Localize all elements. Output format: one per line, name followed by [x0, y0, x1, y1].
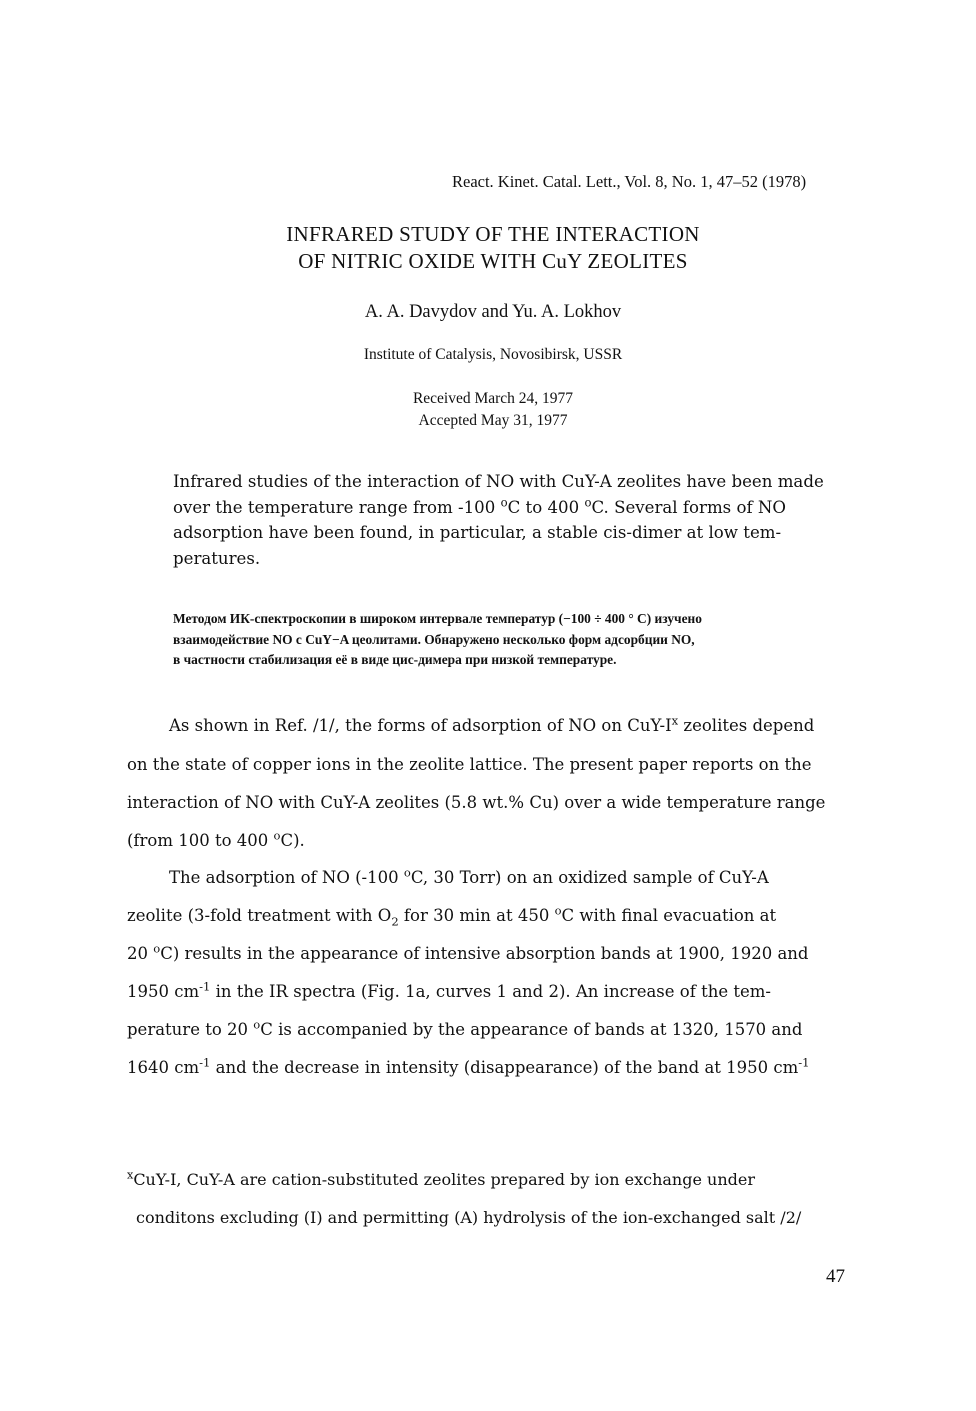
body-line: 20 $^o$C) results in the appearance of intensive absorption bands at 1900, 1920 and [127, 941, 809, 963]
abstract-english [173, 469, 863, 571]
dates [0, 388, 976, 432]
body-line: interaction of NO with CuY-A zeolites (5.8 wt.% Cu) over a wide temperature range [127, 793, 826, 812]
title-line-2: OF NITRIC OXIDE WITH CuY ZEOLITES [298, 249, 688, 273]
title-line-1: INFRARED STUDY OF THE INTERACTION [286, 222, 700, 246]
article-title [0, 221, 976, 275]
footnote-line: $^x$CuY-I, CuY-A are cation-substituted zeolites prepared by ion exchange under [127, 1168, 755, 1189]
body-line: (from 100 to 400 $^o$C). [127, 828, 305, 850]
body-line: on the state of copper ions in the zeolite lattice. The present paper reports on the [127, 755, 812, 774]
abstract-line: over the temperature range from -100 $^o$C to 400 $^o$C. Several forms of NO [173, 494, 787, 517]
body-line: 1640 $cm^{-1}$ and the decrease in intensity (disappearance) of the band at 1950 $cm^{-1}$ [127, 1055, 810, 1077]
abstract-ru-line: Методом ИК-спектроскопии в широком интервале температур (−100 ÷ 400 ° С) изучено [173, 611, 702, 626]
abstract-ru-line: взаимодействие NO с CuY−A цеолитами. Обнаружено несколько форм адсорбции NO, [173, 631, 695, 647]
footnote-marker: x [127, 1168, 134, 1182]
authors: A. A. Davydov and Yu. A. Lokhov [364, 302, 622, 322]
institute: Institute of Catalysis, Novosibirsk, USSR [363, 346, 623, 363]
abstract-line: Infrared studies of the interaction of NO with CuY-A zeolites have been made [173, 472, 824, 491]
footnote-line: conditons excluding (I) and permitting (A) hydrolysis of the ion-exchanged salt /2/ [136, 1208, 802, 1227]
journal-reference: React. Kinet. Catal. Lett., Vol. 8, No. 1, 47–52 (1978) [452, 172, 807, 191]
abstract-line: adsorption have been found, in particular, a stable cis-dimer at low tem- [173, 523, 782, 542]
body-line: zeolite (3-fold treatment with $O_2$ for 30 min at 450 $^o$C with final evacuation at [127, 903, 777, 929]
body-line: perature to 20 $^o$C is accompanied by the appearance of bands at 1320, 1570 and [127, 1017, 803, 1039]
body-line: As shown in Ref. /1/, the forms of adsorption of NO on CuY-$I^x$ zeolites depend [169, 713, 815, 735]
page-number: 47 [826, 1266, 845, 1287]
abstract-russian [173, 609, 873, 671]
abstract-line: peratures. [173, 548, 261, 568]
received-date: Received March 24, 1977 [412, 390, 574, 407]
accepted-date: Accepted May 31, 1977 [418, 412, 568, 429]
body-line: 1950 $cm^{-1}$ in the IR spectra (Fig. 1a, curves 1 and 2). An increase of the tem- [127, 979, 771, 1001]
body-line: The adsorption of NO (-100 $^o$C, 30 Torr) on an oxidized sample of CuY-A [169, 865, 769, 887]
abstract-ru-line: в частности стабилизация её в виде цис-димера при низкой температуре. [173, 652, 617, 667]
